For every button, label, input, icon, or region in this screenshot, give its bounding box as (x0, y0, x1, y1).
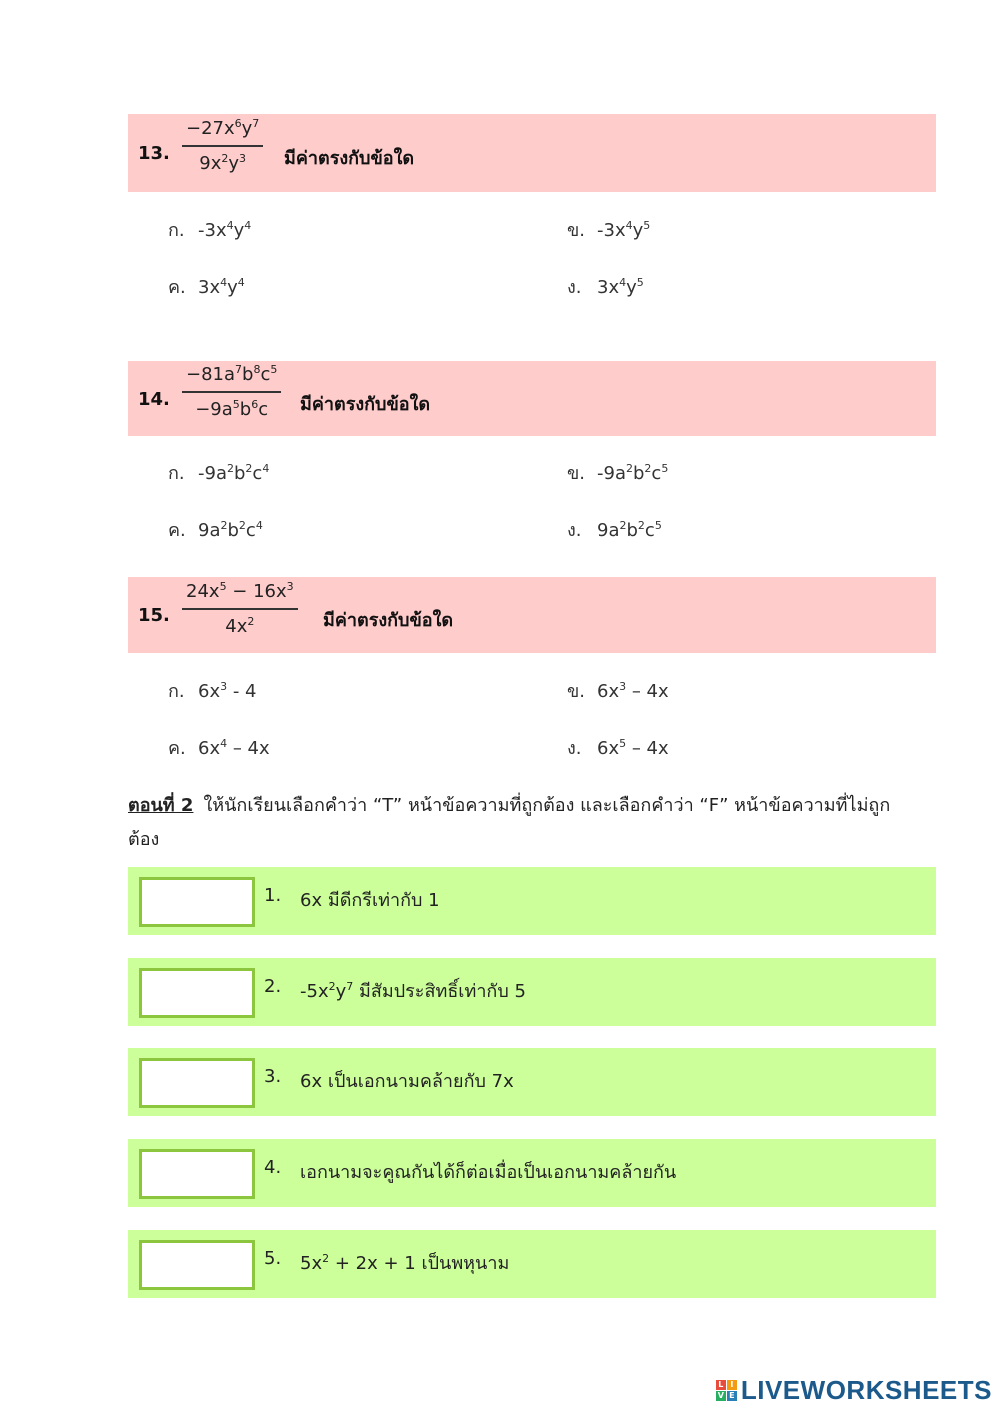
tf-item-statement: $-5x^2y^7$ มีสัมประสิทธิ์เท่ากับ 5 (300, 980, 526, 1002)
exponent: 6 (251, 398, 259, 411)
tf-item-4 (128, 1139, 936, 1207)
option-text: $3x^4y^4$ (198, 276, 245, 298)
exponent: 2 (238, 519, 246, 532)
exponent: 3 (286, 580, 294, 593)
tf-item-3 (128, 1048, 936, 1116)
exponent: 7 (235, 363, 243, 376)
option-text: $-9a^2b^2c^4$ (198, 462, 270, 484)
option-text: $6x^4 - 4x$ (198, 737, 270, 759)
exponent: 2 (637, 519, 645, 532)
question-prompt: มีค่าตรงกับข้อใด (284, 148, 415, 169)
option-b[interactable] (567, 458, 668, 487)
exponent: 4 (220, 737, 228, 750)
exponent: 3 (220, 680, 228, 693)
option-c[interactable] (168, 272, 245, 301)
logo-mark-letter: L (716, 1380, 726, 1390)
fraction-denominator: $-9a^5b^6c$ (195, 398, 269, 420)
exponent: 5 (619, 737, 627, 750)
option-b[interactable] (567, 676, 669, 705)
exponent: 7 (252, 117, 260, 130)
tf-item-statement: 6x เป็นเอกนามคล้ายกับ 7x (300, 1071, 514, 1092)
fraction-numerator: $24x^5 - 16x^3$ (186, 580, 294, 602)
question-number: 14. (138, 389, 170, 410)
fraction-denominator: $4x^2$ (225, 615, 255, 637)
option-text: $6x^5 - 4x$ (597, 737, 669, 759)
exponent: 2 (644, 462, 652, 475)
tf-item-statement: 6x มีดีกรีเท่ากับ 1 (300, 890, 440, 911)
exponent: 2 (226, 462, 234, 475)
exponent: 4 (255, 519, 263, 532)
option-label: ข. (567, 220, 586, 241)
answer-box[interactable] (139, 1240, 255, 1290)
exponent: 2 (328, 980, 336, 993)
logo-text: LIVEWORKSHEETS (740, 1374, 992, 1405)
answer-box[interactable] (139, 968, 255, 1018)
option-label: ก. (168, 681, 185, 702)
option-label: ง. (567, 520, 582, 541)
exponent: 6 (234, 117, 242, 130)
option-label: ก. (168, 463, 185, 484)
part2-instructions (128, 789, 908, 857)
tf-item-statement: $5x^2 + 2x + 1$ เป็นพหุนาม (300, 1252, 510, 1274)
exponent: 5 (270, 363, 278, 376)
option-text: $-9a^2b^2c^5$ (597, 462, 669, 484)
question-15-band (128, 577, 936, 653)
answer-box[interactable] (139, 1058, 255, 1108)
tf-item-number: 5. (264, 1248, 282, 1269)
exponent: 8 (253, 363, 261, 376)
question-number: 15. (138, 605, 170, 626)
fraction-denominator: $9x^2y^3$ (199, 152, 247, 174)
logo-mark-letter: E (727, 1391, 737, 1401)
exponent: 2 (221, 152, 229, 165)
liveworksheets-logo (716, 1375, 992, 1405)
exponent: 2 (625, 462, 633, 475)
exponent: 4 (262, 462, 270, 475)
question-13-band (128, 114, 936, 192)
exponent: 3 (239, 152, 247, 165)
question-number: 13. (138, 143, 170, 164)
option-label: ง. (567, 277, 582, 298)
option-a[interactable] (168, 458, 269, 487)
question-fraction (182, 118, 263, 174)
exponent: 4 (226, 219, 234, 232)
exponent: 4 (220, 276, 228, 289)
exponent: 3 (619, 680, 627, 693)
exponent: 2 (247, 615, 255, 628)
fraction-numerator: $-27x^6y^7$ (186, 117, 260, 139)
option-b[interactable] (567, 215, 650, 244)
option-label: ก. (168, 220, 185, 241)
question-fraction (182, 581, 298, 637)
exponent: 5 (661, 462, 669, 475)
tf-item-number: 2. (264, 976, 282, 997)
option-label: ง. (567, 738, 582, 759)
exponent: 7 (346, 980, 354, 993)
option-c[interactable] (168, 733, 270, 762)
logo-mark-letter: V (717, 1390, 724, 1400)
option-a[interactable] (168, 215, 251, 244)
option-text: $3x^4y^5$ (597, 276, 644, 298)
tf-item-number: 3. (264, 1066, 282, 1087)
option-label: ข. (567, 463, 586, 484)
option-text: $9a^2b^2c^4$ (198, 519, 263, 541)
tf-item-5 (128, 1230, 936, 1298)
exponent: 2 (245, 462, 253, 475)
answer-box[interactable] (139, 1149, 255, 1199)
part2-heading: ตอนที่ 2 (128, 795, 194, 816)
logo-mark-icon (716, 1380, 737, 1401)
exponent: 5 (643, 219, 651, 232)
question-14-band (128, 361, 936, 436)
tf-item-statement: เอกนามจะคูณกันได้ก็ต่อเมื่อเป็นเอกนามคล้ายกัน (300, 1162, 677, 1183)
exponent: 4 (619, 276, 627, 289)
exponent: 5 (219, 580, 227, 593)
option-d[interactable] (567, 272, 644, 301)
tf-item-1 (128, 867, 936, 935)
exponent: 2 (322, 1252, 330, 1265)
logo-mark-letter: I (727, 1380, 737, 1390)
tf-item-2 (128, 958, 936, 1026)
option-label: ข. (567, 681, 586, 702)
tf-item-number: 4. (264, 1157, 282, 1178)
question-prompt: มีค่าตรงกับข้อใด (323, 610, 454, 631)
answer-box[interactable] (139, 877, 255, 927)
option-label: ค. (168, 520, 186, 541)
option-text: $-3x^4y^5$ (597, 219, 651, 241)
tf-item-number: 1. (264, 885, 282, 906)
option-d[interactable] (567, 515, 662, 544)
exponent: 2 (220, 519, 228, 532)
option-a[interactable] (168, 676, 257, 705)
option-label: ค. (168, 277, 186, 298)
exponent: 5 (232, 398, 240, 411)
part2-instruction-text: ให้นักเรียนเลือกคำว่า “T” หน้าข้อความที่ถูกต้อง และเลือกคำว่า “F” หน้าข้อความที่ไม่ถูกต้อง (128, 795, 891, 850)
question-fraction (182, 364, 281, 420)
exponent: 4 (237, 276, 245, 289)
option-text: $-3x^4y^4$ (198, 219, 252, 241)
exponent: 4 (625, 219, 633, 232)
option-text: $6x^3 - 4$ (198, 680, 257, 702)
fraction-numerator: $-81a^7b^8c^5$ (186, 363, 278, 385)
question-prompt: มีค่าตรงกับข้อใด (300, 394, 431, 415)
option-c[interactable] (168, 515, 263, 544)
option-d[interactable] (567, 733, 669, 762)
exponent: 5 (654, 519, 662, 532)
option-text: $9a^2b^2c^5$ (597, 519, 662, 541)
exponent: 4 (244, 219, 252, 232)
option-text: $6x^3 - 4x$ (597, 680, 669, 702)
option-label: ค. (168, 738, 186, 759)
exponent: 5 (636, 276, 644, 289)
exponent: 2 (619, 519, 627, 532)
